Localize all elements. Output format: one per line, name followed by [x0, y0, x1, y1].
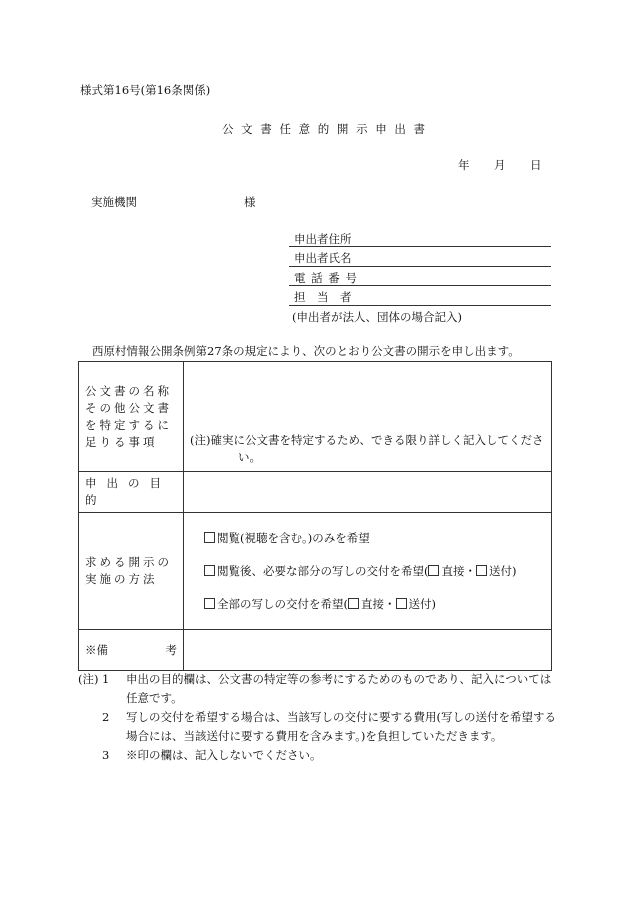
- applicant-phone-label: 電 話 番 号: [294, 271, 358, 285]
- option-full-copy: 全部の写しの交付を希望(: [217, 597, 348, 611]
- note-number: 2: [102, 710, 110, 724]
- document-identification-label: 公文書の名称その他公文書を特定するに足りる事項: [79, 362, 184, 472]
- row-remarks: [79, 630, 552, 671]
- row-disclosure-method: [79, 513, 552, 630]
- remarks-field[interactable]: [184, 630, 552, 671]
- checkbox-view-only[interactable]: [204, 532, 215, 543]
- intro-text: 西原村情報公開条例第27条の規定により、次のとおり公文書の開示を申し出ます。: [92, 344, 520, 358]
- note-text: 写しの交付を希望する場合は、当該写しの交付に要する費用(写しの送付を希望する場合には、当該送付に要する費用を含みます。)を負担していただきます。: [126, 710, 556, 743]
- applicant-address-label: 申出者住所: [294, 232, 352, 246]
- date-month: 月: [494, 158, 506, 172]
- note-number: 3: [102, 748, 110, 762]
- applicant-note: (申出者が法人、団体の場合記入): [292, 310, 462, 324]
- note-text: ※印の欄は、記入しないでください。: [126, 748, 322, 762]
- note-item: [78, 708, 558, 746]
- notes: [78, 670, 558, 765]
- note-text: 申出の目的欄は、公文書の特定等の参考にするためのものであり、記入については任意です。: [126, 672, 552, 705]
- checkbox-full-copy[interactable]: [204, 598, 215, 609]
- option-view-then-copy: 閲覧後、必要な部分の写しの交付を希望(: [217, 564, 429, 578]
- purpose-field[interactable]: [184, 472, 552, 513]
- date-year: 年: [458, 158, 470, 172]
- document-identification-note: (注)確実に公文書を特定するため、できる限り詳しく記入してください。: [190, 433, 544, 464]
- institution-honorific: 様: [244, 195, 256, 209]
- institution-label: 実施機関: [91, 195, 137, 209]
- row-purpose: [79, 472, 552, 513]
- option-direct-label: 直接: [441, 564, 465, 578]
- applicant-name-label: 申出者氏名: [294, 251, 352, 265]
- remarks-label-a: ※備: [85, 642, 108, 657]
- note-item: [78, 746, 558, 765]
- option-mail-label: 送付: [488, 564, 512, 578]
- applicant-name-field[interactable]: [289, 248, 551, 267]
- notes-prefix: (注): [78, 672, 99, 686]
- applicant-contact-field[interactable]: [289, 287, 551, 306]
- disclosure-method-label: 求める開示の実施の方法: [79, 513, 184, 630]
- note-item: [78, 670, 558, 708]
- remarks-label: [79, 630, 184, 671]
- checkbox-view-copy-mail[interactable]: [476, 565, 487, 576]
- disclosure-method-options: 閲覧(視聴を含む。)のみを希望 閲覧後、必要な部分の写しの交付を希望( 直接・ 送付) 全部の写しの交付を希望( 直接・ 送付): [184, 513, 552, 630]
- remarks-label-b: 考: [165, 642, 177, 657]
- page-title: 公 文 書 任 意 的 開 示 申 出 書: [222, 122, 428, 136]
- checkbox-full-copy-mail[interactable]: [396, 598, 407, 609]
- applicant-address-field[interactable]: [289, 229, 551, 247]
- row-document-identification: [79, 362, 552, 472]
- option-direct-label-2: 直接: [361, 597, 384, 611]
- note-number: 1: [102, 672, 110, 686]
- applicant-contact-label: 担 当 者: [294, 290, 352, 304]
- purpose-label: 申出の目的: [79, 472, 184, 513]
- form-number: 様式第16号(第16条関係): [80, 83, 211, 97]
- document-identification-field[interactable]: [184, 362, 552, 472]
- option-mail-label-2: 送付: [408, 597, 432, 611]
- request-table: [78, 361, 552, 671]
- applicant-phone-field[interactable]: [289, 268, 551, 286]
- checkbox-full-copy-direct[interactable]: [348, 598, 359, 609]
- date-day: 日: [530, 158, 542, 172]
- checkbox-view-then-copy[interactable]: [204, 565, 215, 576]
- option-view-only: 閲覧(視聴を含む。)のみを希望: [217, 531, 370, 545]
- checkbox-view-copy-direct[interactable]: [428, 565, 439, 576]
